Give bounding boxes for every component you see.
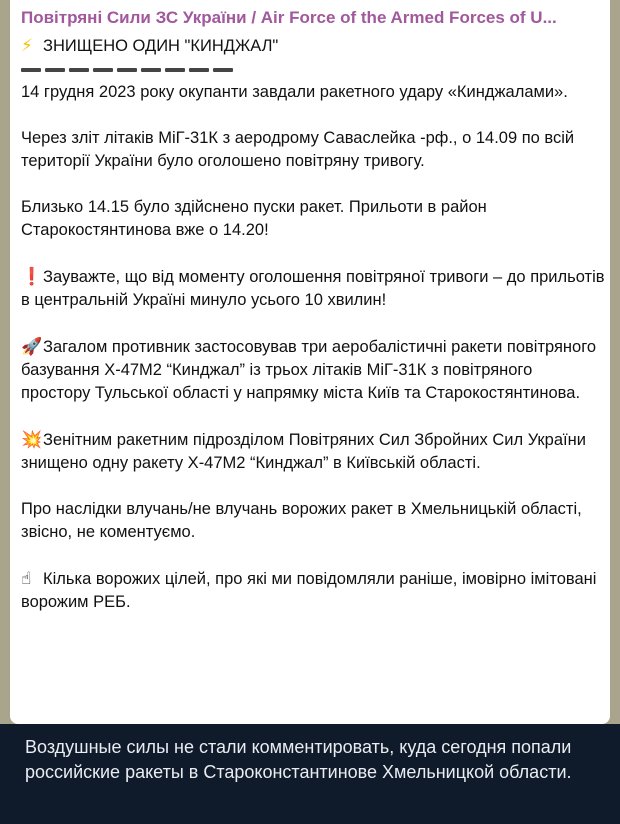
header-text: ЗНИЩЕНО ОДИН "КИНДЖАЛ" [43,37,279,55]
message-body [21,34,606,614]
dash-separator [21,58,606,81]
dash [141,68,161,72]
paragraph-1: 14 грудня 2023 року окупанти завдали ракетного удару «Кинджалами». [21,83,568,101]
dash [117,68,137,72]
paragraph-6 [21,428,606,475]
lightning-icon: ⚡ [21,36,33,55]
explosion-icon: 💥 [21,430,43,449]
dash [165,68,185,72]
dash [213,68,233,72]
pointing-up-icon: ☝ [21,569,32,588]
paragraph-4 [21,265,606,312]
paragraph-8-text: Кілька ворожих цілей, про які ми повідомляли раніше, імовірно імітовані ворожим РЕБ. [21,570,597,611]
paragraph-7: Про наслідки влучань/не влучань ворожих ракет в Хмельницькій області, звісно, не коментуємо. [21,500,582,541]
paragraph-5 [21,335,606,405]
dash [189,68,209,72]
paragraph-4-text: Зауважте, що від моменту оголошення повітряної тривоги – до прильотів в центральній Україні минуло усього 10 хвилин! [21,268,605,309]
message-header [21,34,606,58]
caption-text: Воздушные силы не стали комментировать, куда сегодня попали российские ракеты в Староконстантинове Хмельницкой области. [25,737,572,782]
exclamation-icon: ❗ [21,267,43,286]
dash [93,68,113,72]
dash [45,68,65,72]
caption-overlay [0,724,620,824]
dash [69,68,89,72]
paragraph-3: Близько 14.15 було здійснено пуски ракет. Прильоти в район Старокостянтинова вже о 14.20! [21,198,487,239]
channel-name[interactable]: Повітряні Сили ЗС України / Air Force of the Armed Forces of U... [21,8,557,27]
dash [21,68,41,72]
paragraph-2: Через зліт літаків МіГ-31К з аеродрому Саваслейка -рф., о 14.09 по всій території України було оголошено повітряну тривогу. [21,129,575,170]
paragraph-6-text: Зенітним ракетним підрозділом Повітряних Сил Збройних Сил України знищено одну ракету Х-47М2 “Кинджал” в Київській області. [21,431,586,472]
rocket-icon: 🚀 [21,337,43,356]
paragraph-5-text: Загалом противник застосовував три аеробалістичні ракети повітряного базування Х-47М2 “Кинджал” із трьох літаків МіГ-31К з повітряного простору Тульської області у напрямку міста Київ та Старокостянтинова. [21,338,597,402]
paragraph-8 [21,567,606,614]
